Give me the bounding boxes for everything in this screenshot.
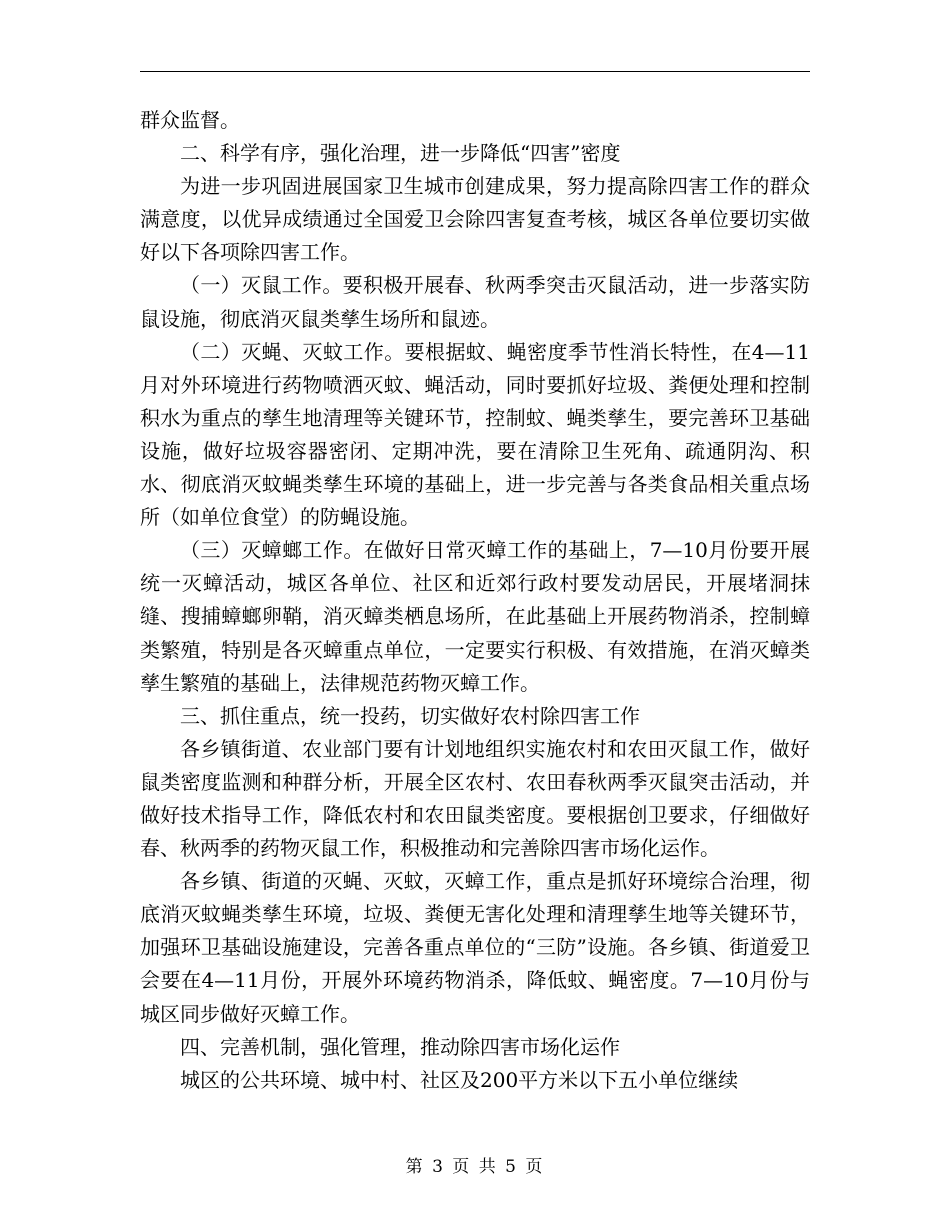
paragraph-rural-rodent: 各乡镇街道、农业部门要有计划地组织实施农村和农田灭鼠工作，做好鼠类密度监测和种群分析，开展全区农村、农田春秋两季灭鼠突击活动，并做好技术指导工作，降低农村和农田鼠类密度。要根据创卫要求，仔细做好春、秋两季的药物灭鼠工作，积极推动和完善除四害市场化运作。 — [140, 736, 810, 861]
section-heading-2: 二、科学有序，强化治理，进一步降低“四害”密度 — [180, 141, 621, 166]
paragraph-urban-public: 城区的公共环境、城中村、社区及200平方米以下五小单位继续 — [180, 1067, 739, 1092]
paragraph-cockroach-control: （三）灭蟑螂工作。在做好日常灭蟑工作的基础上，7—10月份要开展统一灭蟑活动，城区各单位、社区和近郊行政村要发动居民，开展堵洞抹缝、搜捕蟑螂卵鞘，消灭蟑类栖息场所，在此基础上开展药物消杀，控制蟑类繁殖，特别是各灭蟑重点单位，一定要实行积极、有效措施，在消灭蟑类孳生繁殖的基础上，法律规范药物灭蟑工作。 — [140, 538, 810, 695]
paragraph-3: 为进一步巩固进展国家卫生城市创建成果，努力提高除四害工作的群众满意度，以优异成绩通过全国爱卫会除四害复查考核，城区各单位要切实做好以下各项除四害工作。 — [140, 174, 810, 265]
header-rule — [140, 71, 810, 72]
paragraph-rodent-control: （一）灭鼠工作。要积极开展春、秋两季突击灭鼠活动，进一步落实防鼠设施，彻底消灭鼠类孳生场所和鼠迹。 — [140, 273, 810, 331]
paragraph-fly-mosquito-control: （二）灭蝇、灭蚊工作。要根据蚊、蝇密度季节性消长特性，在4—11月对外环境进行药物喷洒灭蚊、蝇活动，同时要抓好垃圾、粪便处理和控制积水为重点的孳生地清理等关键环节，控制蚊、蝇类孳生，要完善环卫基础设施，做好垃圾容器密闭、定期冲洗，要在清除卫生死角、疏通阴沟、积水、彻底消灭蚊蝇类孳生环境的基础上，进一步完善与各类食品相关重点场所（如单位食堂）的防蝇设施。 — [140, 339, 810, 530]
page-number: 第 3 页 共 5 页 — [405, 1157, 545, 1177]
section-heading-4: 四、完善机制，强化管理，推动除四害市场化运作 — [180, 1034, 620, 1059]
paragraph-1: 群众监督。 — [140, 108, 240, 132]
paragraph-rural-fly-mosquito: 各乡镇、街道的灭蝇、灭蚊，灭蟑工作，重点是抓好环境综合治理，彻底消灭蚊蝇类孳生环境，垃圾、粪便无害化处理和清理孳生地等关键环节，加强环卫基础设施建设，完善各重点单位的“三防”设施。各乡镇、街道爱卫会要在4—11月份，开展外环境药物消杀，降低蚊、蝇密度。7—10月份与城区同步做好灭蟑工作。 — [140, 869, 810, 1026]
section-heading-3: 三、抓住重点，统一投药，切实做好农村除四害工作 — [180, 703, 640, 728]
document-body — [140, 104, 810, 1097]
